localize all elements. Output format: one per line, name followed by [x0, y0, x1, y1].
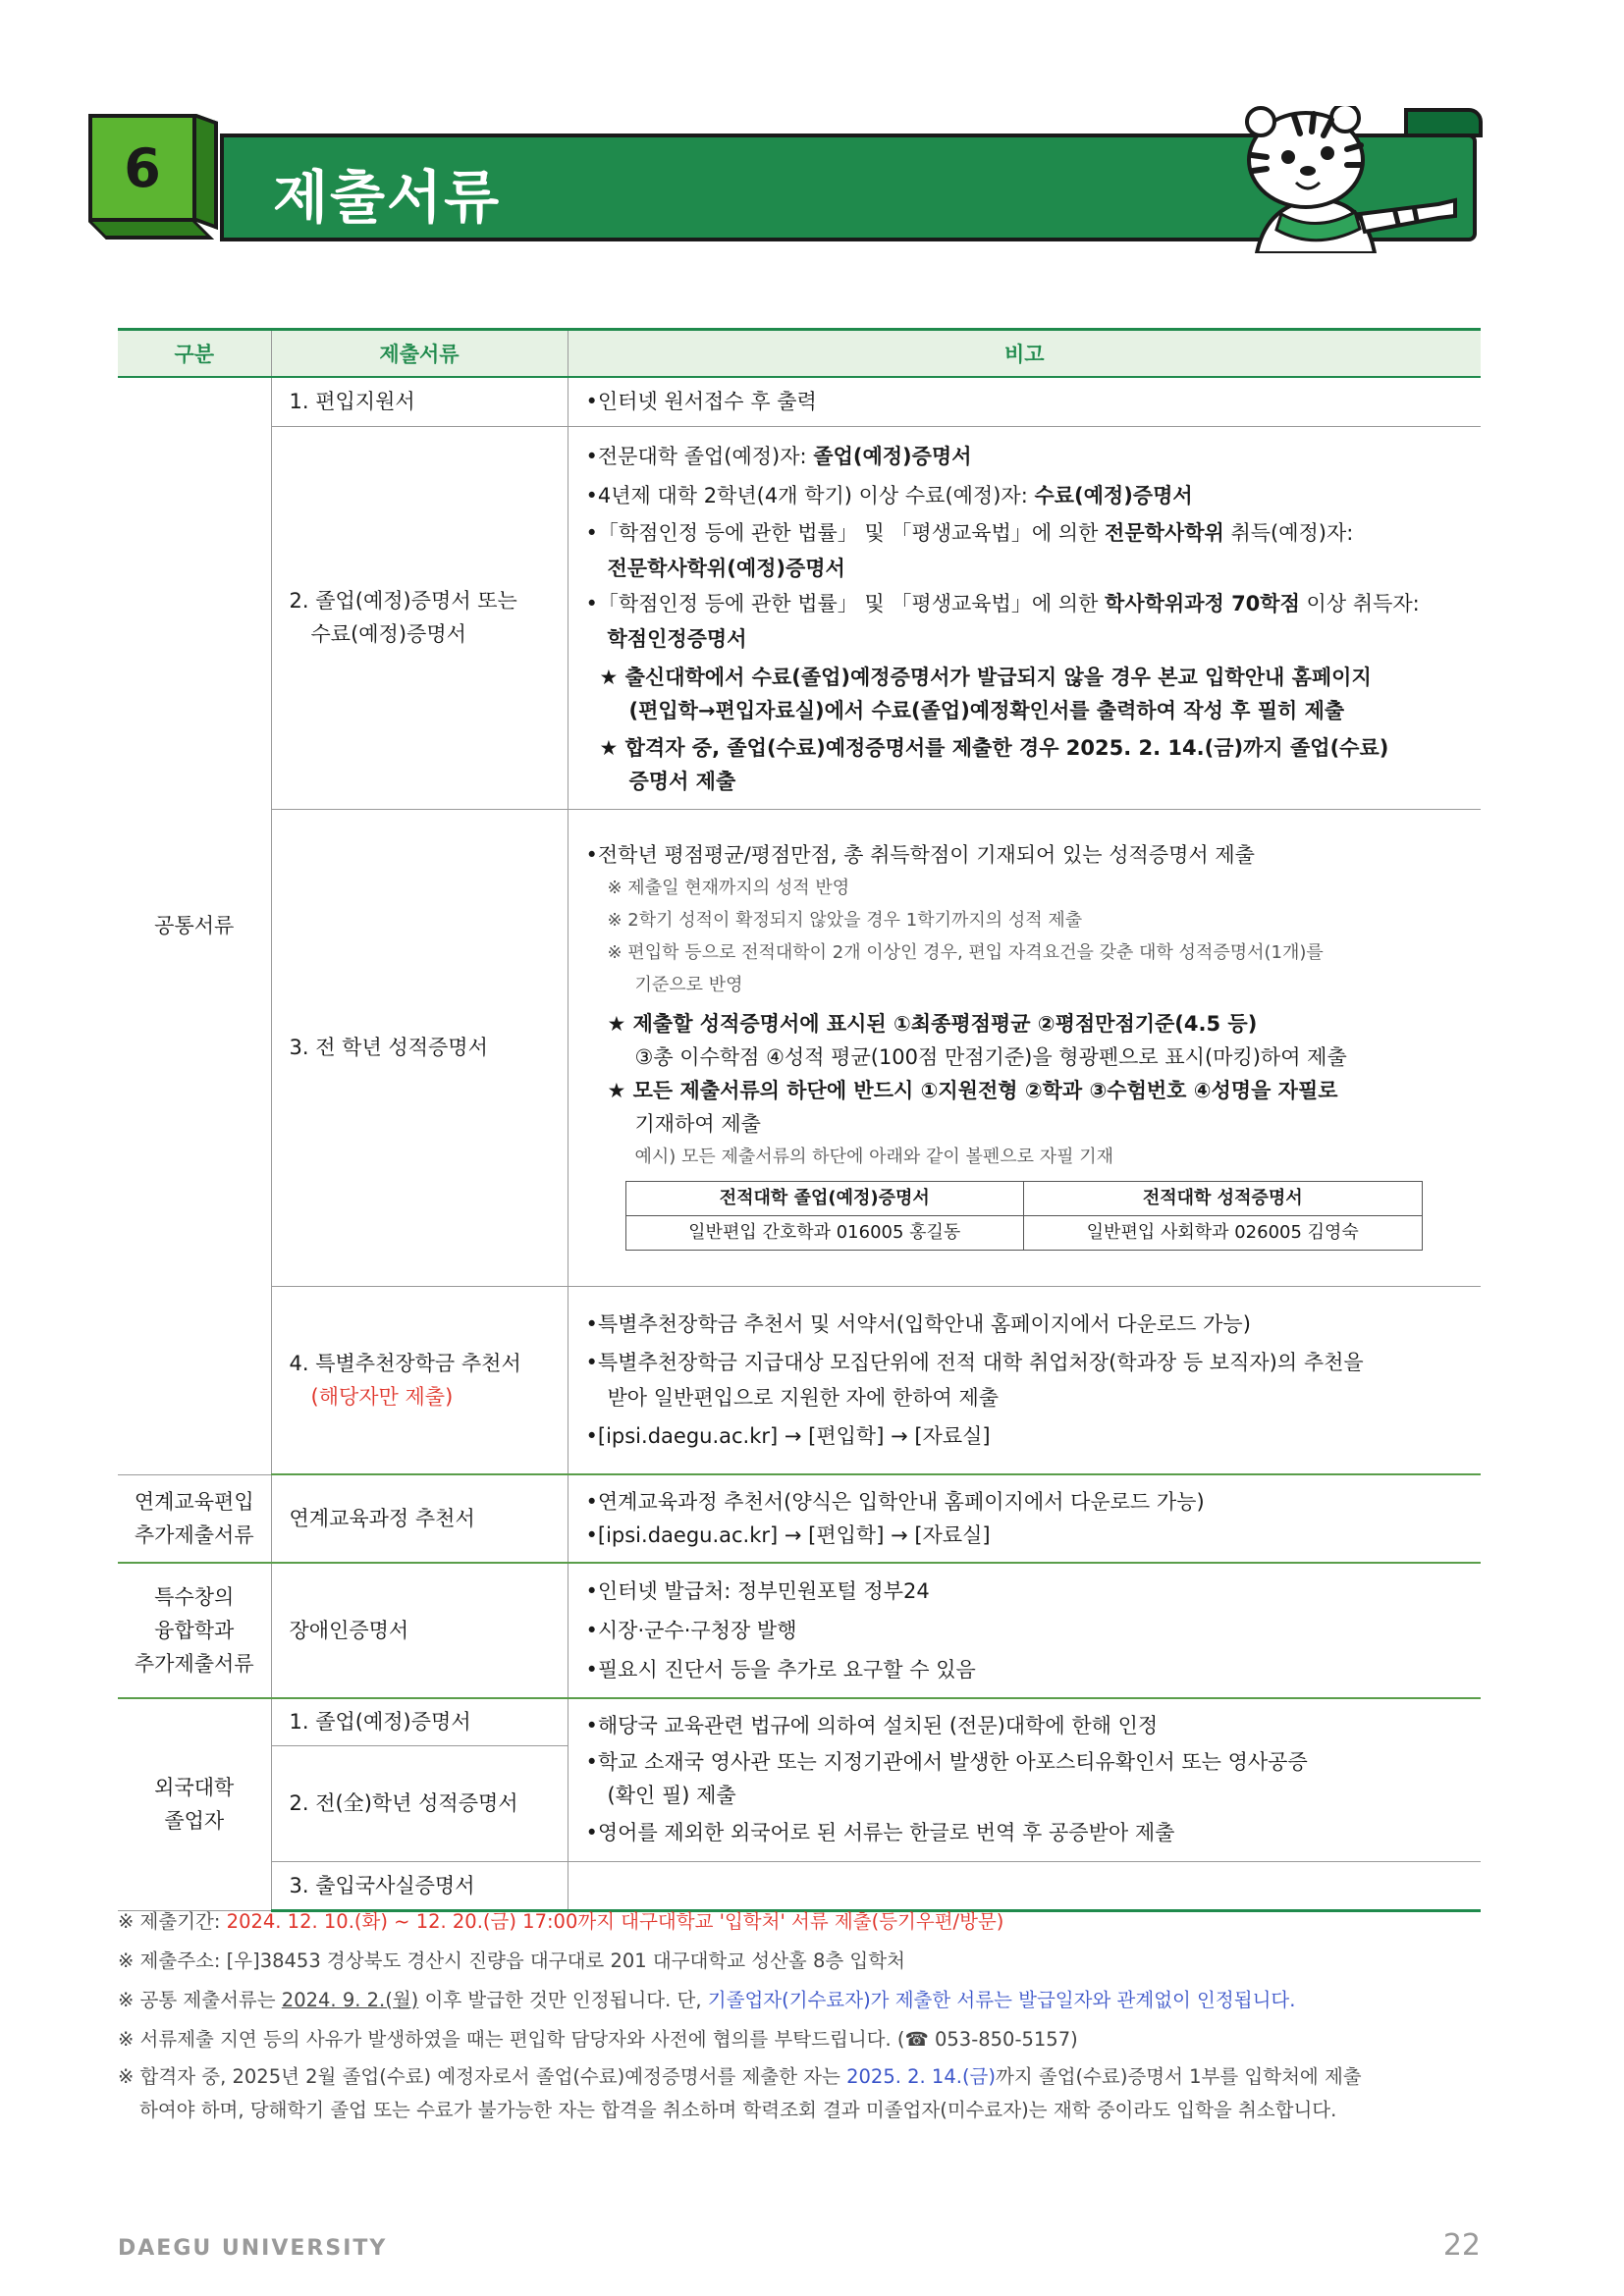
number-box-shadow-side — [196, 114, 218, 230]
doc-linked-recommendation: 연계교육과정 추천서 — [271, 1474, 568, 1563]
doc-scholarship-recommendation: 4. 특별추천장학금 추천서 (해당자만 제출) — [271, 1286, 568, 1474]
category-common: 공통서류 — [118, 377, 271, 1474]
table-row — [118, 377, 1481, 426]
footer-brand: DAEGU UNIVERSITY — [118, 2236, 388, 2261]
table-row — [118, 809, 1481, 1286]
category-special: 특수창의 융합학과 추가제출서류 — [118, 1563, 271, 1698]
example-value-graduation: 일반편입 간호학과 016005 홍길동 — [625, 1216, 1024, 1251]
remark-graduation-certificate: •전문대학 졸업(예정)자: 졸업(예정)증명서 •4년제 대학 2학년(4개 학기) 이상 수료(예정)자: 수료(예정)증명서 •「학점인정 등에 관한 법률」 및 「평생교육법」에 의한 전문학사학위 취득(예정)자: 전문학사학위(예정)증명서 •「학점인정 등에 관한 법률」 및 「평생교육법」에 의한 학사학위과정 70학점 이상 취득자: 학점인정증명서 ★ 출신대학에서 수료(졸업)예정증명서가 발급되지 않을 경우 본교 입학안내 홈페이지 (편입학→편입자료실)에서 수료(졸업)예정확인서를 출력하여 작성 후 필히 제출 ★ 합격자 중, 졸업(수료)예정증명서를 제출한 경우 2025. 2. 14.(금)까지 졸업(수료) 증명서 제출 — [568, 426, 1481, 809]
table-row — [118, 1698, 1481, 1745]
tiger-mascot-icon — [1198, 106, 1492, 253]
col-header-remarks: 비고 — [568, 330, 1481, 378]
doc-graduation-certificate: 2. 졸업(예정)증명서 또는 수료(예정)증명서 — [271, 426, 568, 809]
section-number: 6 — [88, 114, 196, 222]
table-row — [118, 1563, 1481, 1698]
note-issue-date: ※ 공통 제출서류는 2024. 9. 2.(월) 이후 발급한 것만 인정됩니다. 단, 기졸업자(기수료자)가 제출한 서류는 발급일자와 관계없이 인정됩니다. — [118, 1989, 1296, 2011]
col-header-category: 구분 — [118, 330, 271, 378]
page-title: 제출서류 — [273, 164, 502, 231]
table-row — [118, 1474, 1481, 1563]
remark-linked-recommendation: •연계교육과정 추천서(양식은 입학안내 홈페이지에서 다운로드 가능) •[ipsi.daegu.ac.kr] → [편입학] → [자료실] — [568, 1474, 1481, 1563]
col-header-documents: 제출서류 — [271, 330, 568, 378]
note-submission-period: ※ 제출기간: 2024. 12. 10.(화) ~ 12. 20.(금) 17:00까지 대구대학교 '입학처' 서류 제출(등기우편/방문) — [118, 1910, 1004, 1933]
note-submission-address: ※ 제출주소: [우]38453 경상북도 경산시 진량읍 대구대로 201 대구대학교 성산홀 8층 입학처 — [118, 1949, 905, 1972]
doc-foreign-transcript: 2. 전(全)학년 성적증명서 — [271, 1745, 568, 1861]
note-graduation-deadline: ※ 합격자 중, 2025년 2월 졸업(수료) 예정자로서 졸업(수료)예정증명서를 제출한 자는 2025. 2. 14.(금)까지 졸업(수료)증명서 1부를 입학처에 제출 — [118, 2065, 1362, 2088]
table-header-row — [118, 330, 1481, 378]
note-graduation-deadline-cont: 하여야 하며, 당해학기 졸업 또는 수료가 불가능한 자는 합격을 취소하며 학력조회 결과 미졸업자(미수료자)는 재학 중이라도 입학을 취소합니다. — [139, 2099, 1337, 2121]
example-header-graduation: 전적대학 졸업(예정)증명서 — [625, 1182, 1024, 1216]
doc-disability-certificate: 장애인증명서 — [271, 1563, 568, 1698]
documents-table — [118, 328, 1481, 1912]
example-label-table — [625, 1181, 1423, 1251]
remark-scholarship-recommendation: •특별추천장학금 추천서 및 서약서(입학안내 홈페이지에서 다운로드 가능) •특별추천장학금 지급대상 모집단위에 전적 대학 취업처장(학과장 등 보직자)의 추천을 받아 일반편입으로 지원한 자에 한하여 제출 •[ipsi.daegu.ac.kr] → [편입학] → [자료실] — [568, 1286, 1481, 1474]
remark-disability-certificate: •인터넷 발급처: 정부민원포털 정부24 •시장·군수·구청장 발행 •필요시 진단서 등을 추가로 요구할 수 있음 — [568, 1563, 1481, 1698]
page-number: 22 — [1442, 2228, 1481, 2263]
category-foreign: 외국대학 졸업자 — [118, 1698, 271, 1910]
note-delay: ※ 서류제출 지연 등의 사유가 발생하였을 때는 편입학 담당자와 사전에 협의를 부탁드립니다. (☎ 053-850-5157) — [118, 2028, 1078, 2051]
remark-application: •인터넷 원서접수 후 출력 — [568, 377, 1481, 426]
doc-transcript: 3. 전 학년 성적증명서 — [271, 809, 568, 1286]
remark-foreign: •해당국 교육관련 법규에 의하여 설치된 (전문)대학에 한해 인정 •학교 소재국 영사관 또는 지정기관에서 발생한 아포스티유확인서 또는 영사공증 (확인 필) 제출 •영어를 제외한 외국어로 된 서류는 한글로 번역 후 공증받아 제출 — [568, 1698, 1481, 1861]
table-row — [118, 426, 1481, 809]
doc-foreign-graduation: 1. 졸업(예정)증명서 — [271, 1698, 568, 1745]
section-header — [88, 106, 1483, 263]
remark-transcript: •전학년 평점평균/평점만점, 총 취득학점이 기재되어 있는 성적증명서 제출 ※ 제출일 현재까지의 성적 반영 ※ 2학기 성적이 확정되지 않았을 경우 1학기까지의 성적 제출 ※ 편입학 등으로 전적대학이 2개 이상인 경우, 편입 자격요건을 갖춘 대학 성적증명서(1개)를 기준으로 반영 ★ 제출할 성적증명서에 표시된 ①최종평점평균 ②평점만점기준(4.5 등) ③총 이수학점 ④성적 평균(100점 만점기준)을 형광펜으로 표시(마킹)하여 제출 ★ 모든 제출서류의 하단에 반드시 ①지원전형 ②학과 ③수험번호 ④성명을 자필로 기재하여 제출 예시) 모든 제출서류의 하단에 아래와 같이 볼펜으로 자필 기재 전적대학 졸업(예정)증명서 전적대학 성적증명서 일반편입 간호학과 016005 홍길동 일반편입 사회학과 026005 김영숙 — [568, 809, 1481, 1286]
doc-application: 1. 편입지원서 — [271, 377, 568, 426]
example-value-transcript: 일반편입 사회학과 026005 김영숙 — [1024, 1216, 1423, 1251]
example-header-transcript: 전적대학 성적증명서 — [1024, 1182, 1423, 1216]
table-row — [118, 1286, 1481, 1474]
number-box-shadow-bottom — [88, 222, 214, 240]
category-linked-education: 연계교육편입 추가제출서류 — [118, 1474, 271, 1563]
footnotes — [118, 1902, 1492, 2126]
doc-immigration-certificate: 3. 출입국사실증명서 — [271, 1861, 568, 1910]
